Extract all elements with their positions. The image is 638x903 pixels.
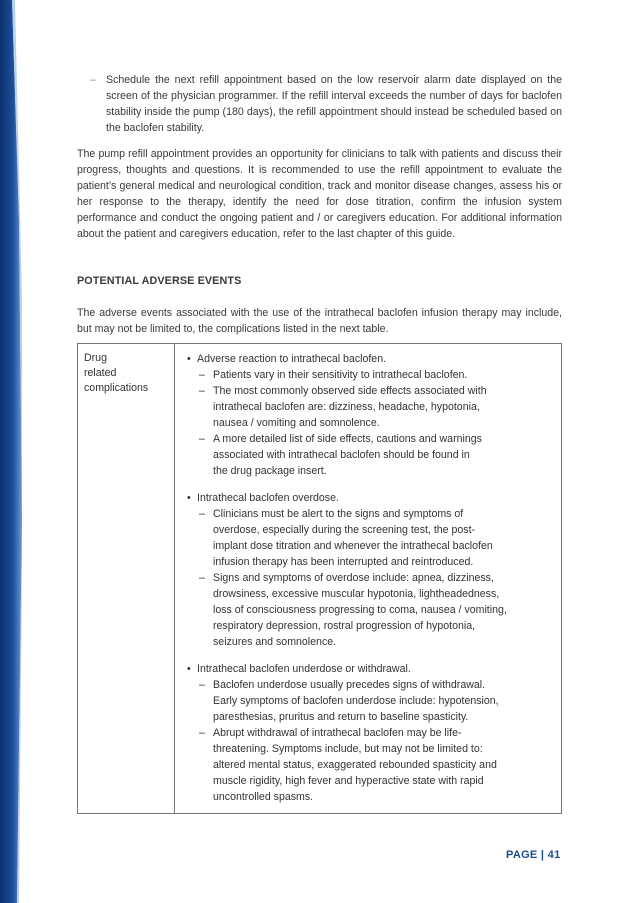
group-heading: [187, 351, 551, 367]
dash-marker: –: [90, 74, 96, 86]
sub-item-line: threatening. Symptoms include, but may not be limited to:: [213, 743, 483, 755]
refill-schedule-text: Schedule the next refill appointment based on the low reservoir alarm date displayed on the screen of the physician programmer. If the refill interval exceeds the number of days for baclofen stability inside the pump (180 days), the refill appointment should instead be scheduled based on the baclofen stability.: [106, 74, 562, 134]
table-row: [78, 344, 562, 814]
sub-item-line: Signs and symptoms of overdose include: apnea, dizziness,: [213, 572, 494, 584]
sub-item-line: drowsiness, excessive muscular hypotonia, lightheadedness,: [213, 588, 500, 600]
decorative-side-band: [0, 0, 22, 903]
dash-marker: –: [199, 369, 205, 381]
group-heading-text: Intrathecal baclofen underdose or withdrawal.: [197, 663, 411, 675]
sub-item-line: uncontrolled spasms.: [213, 791, 314, 803]
sub-item-line: respiratory depression, rostral progression of hypotonia,: [213, 620, 476, 632]
sub-item-line: muscle rigidity, high fever and hyperactive state with rapid: [213, 775, 484, 787]
sub-item: [187, 570, 551, 650]
sub-item-line: paresthesias, pruritus and return to baseline spasticity.: [213, 711, 469, 723]
row-label-cell: [78, 344, 175, 814]
dash-marker: –: [199, 727, 205, 739]
sub-item-line: implant dose titration and whenever the intrathecal baclofen: [213, 540, 493, 552]
group-heading-text: Adverse reaction to intrathecal baclofen.: [197, 353, 387, 365]
sub-item-line: associated with intrathecal baclofen should be found in: [213, 449, 470, 461]
sub-item-line: the drug package insert.: [213, 465, 327, 477]
sub-item-line: The most commonly observed side effects associated with: [213, 385, 487, 397]
section-title: POTENTIAL ADVERSE EVENTS: [77, 275, 242, 287]
refill-schedule-bullet: [77, 72, 562, 136]
dash-marker: –: [199, 572, 205, 584]
sub-item-line: altered mental status, exaggerated rebounded spasticity and: [213, 759, 497, 771]
sub-item: [187, 725, 551, 805]
dash-marker: –: [199, 679, 205, 691]
dash-marker: –: [199, 508, 205, 520]
sub-item-line: seizures and somnolence.: [213, 636, 337, 648]
sub-item-line: infusion therapy has been interrupted and reintroduced.: [213, 556, 474, 568]
refill-appointment-paragraph: The pump refill appointment provides an opportunity for clinicians to talk with patients and discuss their progress, thoughts and questions. It is recommended to use the refill appointment to evaluate the patient’s general medical and neurological condition, track and monitor disease changes, assess his or her response to the therapy, identify the need for dose titration, confirm the infusion system performance and conduct the ongoing patient and / or caregivers education. For additional information about the patient and caregivers education, refer to the last chapter of this guide.: [77, 148, 562, 240]
sub-item-line: intrathecal baclofen are: dizziness, headache, hypotonia,: [213, 401, 480, 413]
sub-item-line: Baclofen underdose usually precedes signs of withdrawal.: [213, 679, 486, 691]
group-heading: [187, 661, 551, 677]
sub-item-line: Early symptoms of baclofen underdose include: hypotension,: [213, 695, 499, 707]
sub-item: [187, 383, 551, 431]
complication-group: [187, 661, 551, 805]
row-label-line: complications: [84, 382, 149, 394]
row-label-line: related: [84, 367, 117, 379]
page-content: [77, 72, 562, 814]
row-label-line: Drug: [84, 352, 107, 364]
complication-group: [187, 351, 551, 479]
bullet-dot: •: [187, 353, 191, 365]
adverse-events-table: [77, 343, 562, 814]
sub-item-line: nausea / vomiting and somnolence.: [213, 417, 380, 429]
sub-item-line: Clinicians must be alert to the signs and symptoms of: [213, 508, 464, 520]
bullet-dot: •: [187, 492, 191, 504]
adverse-events-intro: The adverse events associated with the use of the intrathecal baclofen infusion therapy may include, but may not be limited to, the complications listed in the next table.: [77, 307, 562, 335]
sub-item-line: Abrupt withdrawal of intrathecal baclofen may be life-: [213, 727, 462, 739]
group-heading: [187, 490, 551, 506]
sub-item: [187, 367, 551, 383]
sub-item: [187, 677, 551, 725]
sub-item-line: A more detailed list of side effects, cautions and warnings: [213, 433, 482, 445]
complications-cell: [175, 344, 562, 814]
sub-item: [187, 506, 551, 570]
complication-group: [187, 490, 551, 650]
sub-item-line: overdose, especially during the screening test, the post-: [213, 524, 476, 536]
page-number: PAGE | 41: [506, 849, 561, 861]
dash-marker: –: [199, 385, 205, 397]
dash-marker: –: [199, 433, 205, 445]
bullet-dot: •: [187, 663, 191, 675]
sub-item-line: Patients vary in their sensitivity to intrathecal baclofen.: [213, 369, 468, 381]
sub-item: [187, 431, 551, 479]
sub-item-line: loss of consciousness progressing to coma, nausea / vomiting,: [213, 604, 507, 616]
group-heading-text: Intrathecal baclofen overdose.: [197, 492, 339, 504]
